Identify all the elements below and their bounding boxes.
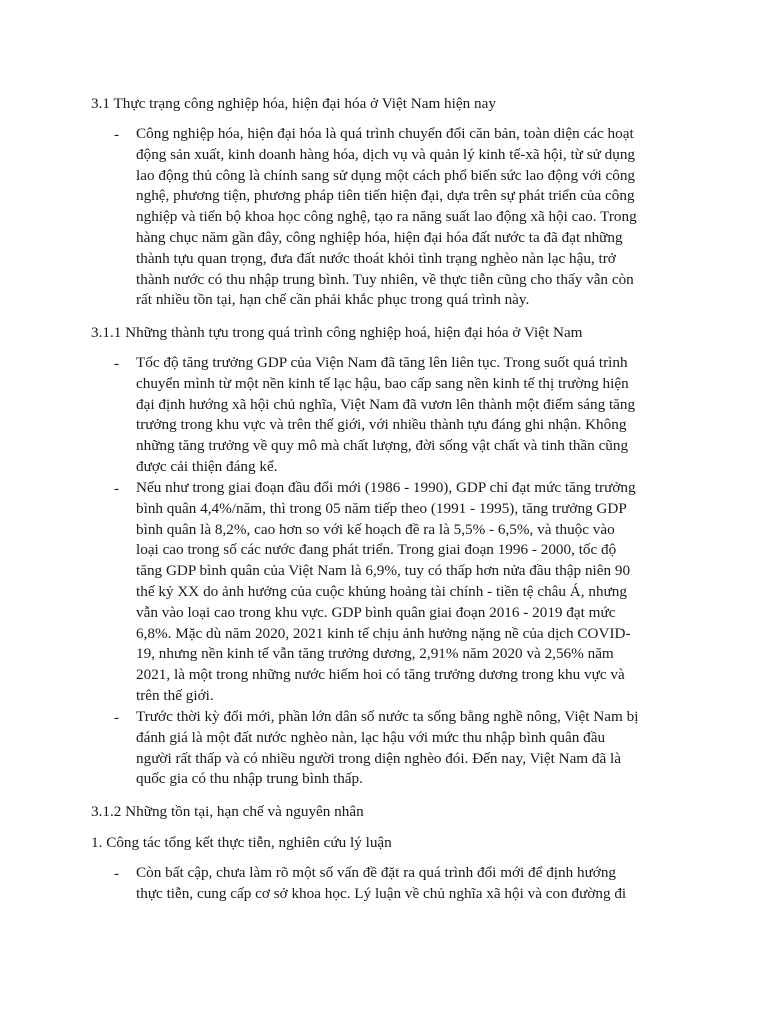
- text-line: quốc gia có thu nhập trung bình thấp.: [136, 770, 363, 788]
- text-line: loại cao trong số các nước đang phát triển. Trong giai đoạn 1996 - 2000, tốc độ: [136, 541, 617, 559]
- bullet-text: [136, 863, 680, 905]
- text-line: Trước thời kỳ đổi mới, phần lớn dân số nước ta sống bằng nghề nông, Việt Nam bị: [136, 708, 639, 725]
- subsection-heading-1: 1. Công tác tổng kết thực tiễn, nghiên cứu lý luận: [91, 834, 392, 851]
- bullet-item: [114, 353, 680, 478]
- bullet-text: [136, 707, 680, 790]
- text-line: thành tựu quan trọng, đưa đất nước thoát khỏi tình trạng nghèo nàn lạc hậu, trở: [136, 249, 616, 267]
- text-line: bình quân là 8,2%, cao hơn so với kế hoạch đề ra là 5,5% - 6,5%, và thuộc vào: [136, 520, 615, 538]
- text-line: vẫn vào loại cao trong khu vực. GDP bình quân giai đoạn 2016 - 2019 đạt mức: [136, 603, 616, 621]
- bullet-dash: -: [114, 709, 120, 726]
- text-line: những tăng trưởng về quy mô mà chất lượng, đời sống vật chất và tinh thần cũng: [136, 437, 629, 455]
- text-line: thực tiễn, cung cấp cơ sở khoa học. Lý luận về chủ nghĩa xã hội và con đường đi: [136, 884, 627, 902]
- text-line: hàng chục năm gần đây, công nghiệp hóa, hiện đại hóa đất nước ta đã đạt những: [136, 228, 623, 246]
- text-line: Công nghiệp hóa, hiện đại hóa là quá trình chuyển đổi căn bản, toàn diện các hoạt: [136, 125, 634, 142]
- text-line: thành nước có thu nhập trung bình. Tuy nhiên, về thực tiễn cũng cho thấy vẫn còn: [136, 270, 634, 288]
- section-heading-3-1-1: 3.1.1 Những thành tựu trong quá trình công nghiệp hoá, hiện đại hóa ở Việt Nam: [91, 324, 583, 341]
- text-line: trên thế giới.: [136, 686, 214, 704]
- bullet-text: [136, 353, 680, 478]
- text-line: nghệ, phương tiện, phương pháp tiên tiến hiện đại, dựa trên sự phát triển của công: [136, 187, 635, 205]
- text-line: 6,8%. Mặc dù năm 2020, 2021 kinh tế chịu ảnh hưởng nặng nề của dịch COVID-: [136, 624, 631, 642]
- text-line: được cải thiện đáng kể.: [136, 457, 278, 475]
- bullet-dash: -: [114, 355, 120, 372]
- bullet-item: [114, 124, 680, 311]
- text-line: chuyển mình từ một nền kinh tế lạc hậu, bao cấp sang nền kinh tế thị trường hiện: [136, 374, 629, 392]
- text-line: Tốc độ tăng trưởng GDP của Viện Nam đã tăng lên liên tục. Trong suốt quá trình: [136, 354, 628, 371]
- text-line: bình quân 4,4%/năm, thì trong 05 năm tiếp theo (1991 - 1995), tăng trưởng GDP: [136, 499, 627, 517]
- text-line: Nếu như trong giai đoạn đầu đổi mới (1986 - 1990), GDP chỉ đạt mức tăng trưởng: [136, 479, 636, 496]
- text-line: Còn bất cập, chưa làm rõ một số vấn đề đặt ra quá trình đổi mới để định hướng: [136, 864, 617, 881]
- text-line: đại định hướng xã hội chủ nghĩa, Việt Nam đã vươn lên thành một điểm sáng tăng: [136, 395, 636, 413]
- text-line: 19, nhưng nền kinh tế vẫn tăng trưởng dương, 2,91% năm 2020 và 2,56% năm: [136, 645, 614, 663]
- text-line: trưởng trong khu vực và trên thế giới, với nhiều thành tựu đáng ghi nhận. Không: [136, 416, 627, 434]
- bullet-dash: -: [114, 126, 120, 143]
- bullet-dash: -: [114, 480, 120, 497]
- section-heading-3-1: 3.1 Thực trạng công nghiệp hóa, hiện đại hóa ở Việt Nam hiện nay: [91, 95, 496, 112]
- text-line: động sản xuất, kinh doanh hàng hóa, dịch vụ và quản lý kinh tế-xã hội, từ sử dụng: [136, 145, 636, 163]
- bullet-text: [136, 124, 680, 311]
- text-line: nghiệp và tiến bộ khoa học công nghệ, tạo ra năng suất lao động xã hội cao. Trong: [136, 208, 637, 226]
- text-line: 2021, là một trong những nước hiếm hoi có tăng trưởng dương trong khu vực và: [136, 666, 625, 684]
- text-line: rất nhiều tồn tại, hạn chế cần phải khắc phục trong quá trình này.: [136, 291, 530, 309]
- bullet-dash: -: [114, 865, 120, 882]
- text-line: đánh giá là một đất nước nghèo nàn, lạc hậu với mức thu nhập bình quân đầu: [136, 728, 606, 746]
- bullet-item: [114, 707, 680, 790]
- text-line: lao động thủ công là chính sang sử dụng một cách phổ biến sức lao động với công: [136, 166, 636, 184]
- text-line: tăng GDP bình quân của Việt Nam là 6,9%, tuy có thấp hơn nửa đầu thập niên 90: [136, 562, 631, 580]
- bullet-text: [136, 478, 680, 707]
- bullet-item: [114, 478, 680, 707]
- section-heading-3-1-2: 3.1.2 Những tồn tại, hạn chế và nguyên nhân: [91, 803, 364, 820]
- text-line: người rất thấp và có nhiều người trong diện nghèo đói. Đến nay, Việt Nam đã là: [136, 749, 622, 767]
- text-line: thế kỷ XX do ảnh hưởng của cuộc khủng hoảng tài chính - tiền tệ châu Á, nhưng: [136, 582, 627, 600]
- bullet-item: [114, 863, 680, 905]
